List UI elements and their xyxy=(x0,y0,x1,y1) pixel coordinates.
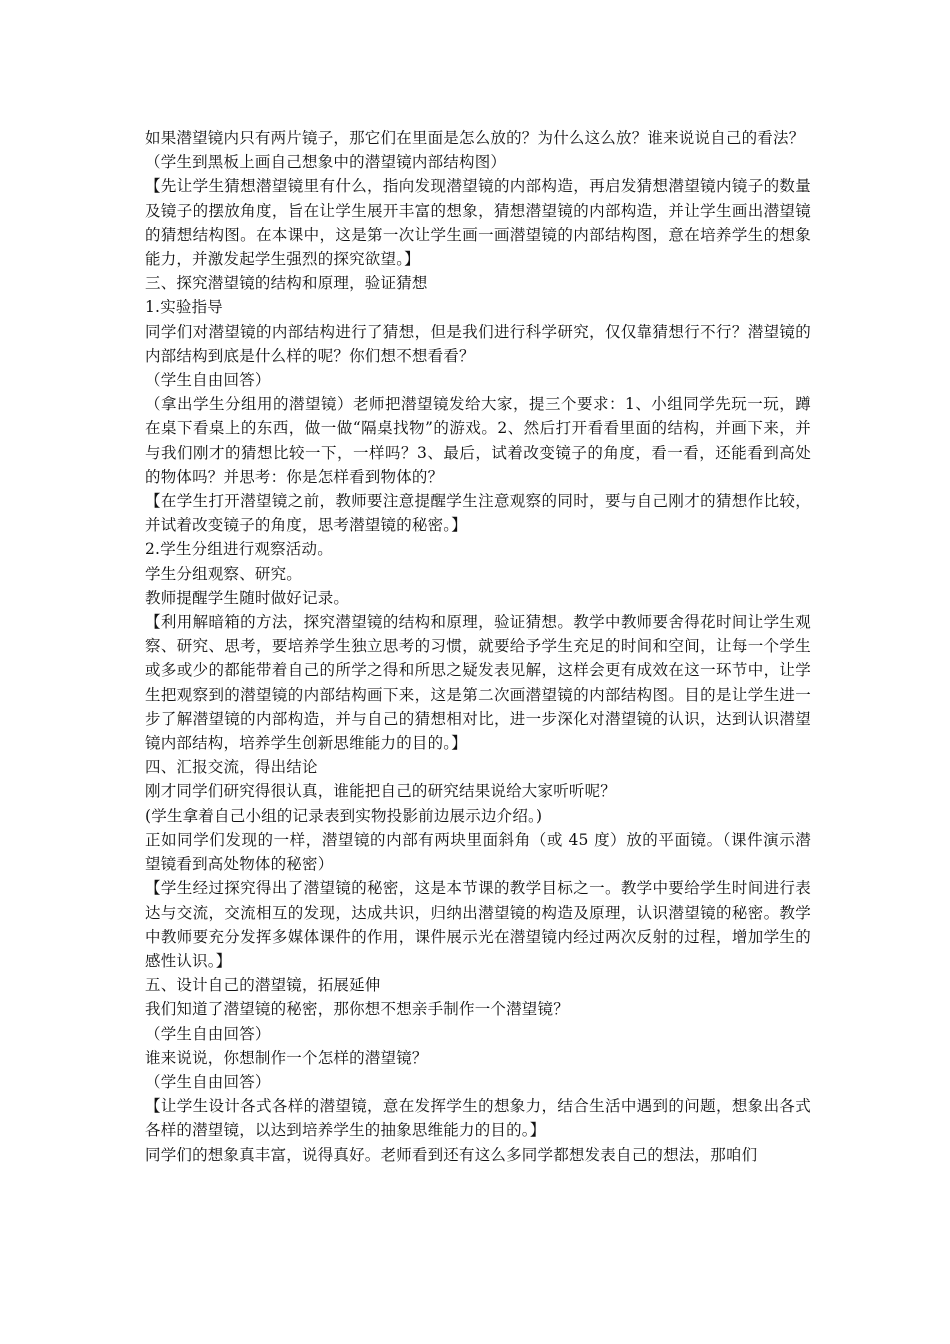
paragraph-mirror-conclusion: 正如同学们发现的一样，潜望镜的内部有两块里面斜角（或 45 度）放的平面镜。（课件演示潜望镜看到高处物体的秘密） xyxy=(145,830,811,874)
paragraph-student-present: (学生拿着自己小组的记录表到实物投影前边展示边介绍。) xyxy=(145,806,543,825)
paragraph-note-black-box: 【利用解暗箱的方法，探究潜望镜的结构和原理，验证猜想。教学中教师要舍得花时间让学生观察、研究、思考，要培养学生独立思考的习惯，就要给予学生充足的时间和空间，让每一个学生或多或少的都能带着自己的所学之得和所思之疑发表见解，这样会更有成效在这一环节中，让学生把观察到的潜望镜的内部结构画下来，这是第二次画潜望镜的内部结构图。目的是让学生进一步了解潜望镜的内部构造，并与自己的猜想相对比，进一步深化对潜望镜的认识，达到认识潜望镜内部结构，培养学生创新思维能力的目的。】 xyxy=(145,613,811,753)
paragraph-make-question: 我们知道了潜望镜的秘密，那你想不想亲手制作一个潜望镜？ xyxy=(145,1000,569,1019)
paragraph-design-question: 谁来说说，你想制作一个怎样的潜望镜？ xyxy=(145,1048,428,1067)
paragraph-research-question: 同学们对潜望镜的内部结构进行了猜想，但是我们进行科学研究，仅仅靠猜想行不行？潜望镜的内部结构到底是什么样的呢？你们想不想看看？ xyxy=(145,322,811,365)
paragraph-teacher-reminder: 教师提醒学生随时做好记录。 xyxy=(145,588,350,607)
paragraph-free-answer-1: （学生自由回答） xyxy=(145,371,271,390)
paragraph-free-answer-3: （学生自由回答） xyxy=(145,1072,271,1091)
paragraph-closing: 同学们的想象真丰富，说得真好。老师看到还有这么多同学都想发表自己的想法，那咱们 xyxy=(145,1145,758,1164)
paragraph-note-observe: 【在学生打开潜望镜之前，教师要注意提醒学生注意观察的同时，要与自己刚才的猜想作比较，并试着改变镜子的角度，思考潜望镜的秘密。】 xyxy=(145,492,811,535)
subheading-experiment-guide: 1.实验指导 xyxy=(145,298,223,317)
paragraph-note-conclusion: 【学生经过探究得出了潜望镜的秘密，这是本节课的教学目标之一。教学中要给学生时间进行表达与交流，交流相互的发现，达成共识，归纳出潜望镜的构造及原理，认识潜望镜的秘密。教学中教师要充分发挥多媒体课件的作用，课件展示光在潜望镜内经过两次反射的过程，增加学生的感性认识。】 xyxy=(145,879,811,970)
section-heading-5: 五、设计自己的潜望镜，拓展延伸 xyxy=(145,976,381,995)
paragraph-note-guess: 【先让学生猜想潜望镜里有什么，指向发现潜望镜的内部构造，再启发猜想潜望镜内镜子的数量及镜子的摆放角度，旨在让学生展开丰富的想象，猜想潜望镜的内部构造，并让学生画出潜望镜的猜想结构图。在本课中，这是第一次让学生画一画潜望镜的内部结构图，意在培养学生的想象能力，并激发起学生强烈的探究欲望。】 xyxy=(145,177,811,269)
paragraph-student-drawing: （学生到黑板上画自己想象中的潜望镜内部结构图） xyxy=(145,153,507,172)
paragraph-note-design: 【让学生设计各式各样的潜望镜，意在发挥学生的想象力，结合生活中遇到的问题，想象出各式各样的潜望镜，以达到培养学生的抽象思维能力的目的。】 xyxy=(145,1097,811,1140)
section-heading-3: 三、探究潜望镜的结构和原理，验证猜想 xyxy=(145,274,428,293)
subheading-group-activity: 2.学生分组进行观察活动。 xyxy=(145,540,333,559)
paragraph-three-requirements: （拿出学生分组用的潜望镜）老师把潜望镜发给大家，提三个要求：1、小组同学先玩一玩，蹲在桌下看桌上的东西，做一做“隔桌找物”的游戏。2、然后打开看看里面的结构，并画下来，并与我们刚才的猜想比较一下，一样吗？3、最后，试着改变镜子的角度，看一看，还能看到高处的物体吗？并思考：你是怎样看到物体的？ xyxy=(145,395,811,486)
paragraph-group-observe: 学生分组观察、研究。 xyxy=(145,564,303,583)
paragraph-free-answer-2: （学生自由回答） xyxy=(145,1024,271,1043)
paragraph-guess-question: 如果潜望镜内只有两片镜子，那它们在里面是怎么放的？为什么这么放？谁来说说自己的看法？ xyxy=(145,129,805,147)
section-heading-4: 四、汇报交流，得出结论 xyxy=(145,758,318,777)
document-body xyxy=(145,126,811,1167)
paragraph-report-question: 刚才同学们研究得很认真，谁能把自己的研究结果说给大家听听呢？ xyxy=(145,782,617,801)
